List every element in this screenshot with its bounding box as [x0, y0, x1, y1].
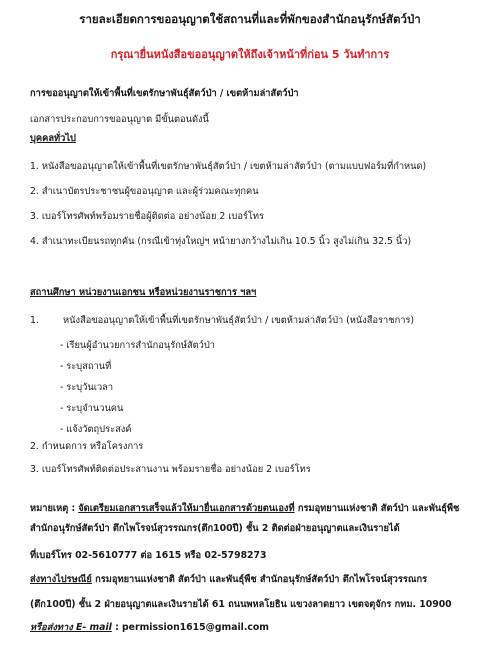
email-address[interactable]: permission1615@gmail.com [122, 622, 269, 633]
general-item-2: 2. สำเนาบัตรประชาชนผู้ขออนุญาต และผู้ร่วมคณะทุกคน [30, 186, 259, 197]
org-subitem: - ระบุจำนวนคน [60, 403, 124, 414]
general-item-3: 3. เบอร์โทรศัพท์พร้อมรายชื่อผู้ติดต่อ อย่างน้อย 2 เบอร์โทร [30, 211, 265, 222]
general-item-1: 1. หนังสือขออนุญาตให้เข้าพื้นที่เขตรักษาพันธุ์สัตว์ป่า / เขตห้ามล่าสัตว์ป่า (ตามแบบฟอร์มที่กำหนด) [30, 161, 427, 172]
org-item-1-text: หนังสือขออนุญาตให้เข้าพื้นที่เขตรักษาพันธุ์สัตว์ป่า / เขตห้ามล่าสัตว์ป่า (หนังสือราชการ) [63, 315, 415, 326]
org-item-3: 3. เบอร์โทรศัพท์ติดต่อประสานงาน พร้อมรายชื่อ อย่างน้อย 2 เบอร์โทร [30, 464, 311, 475]
mail-line-1 [30, 574, 427, 586]
email-separator: : [111, 622, 123, 633]
deadline-notice: กรุณายื่นหนังสือขออนุญาตให้ถึงเจ้าหน้าที่ก่อน 5 วันทำการ [110, 48, 390, 61]
mail-label: ส่งทางไปรษณีย์ [30, 574, 92, 585]
mail-line-1-rest: กรมอุทยานแห่งชาติ สัตว์ป่า และพันธุ์พืช สำนักอนุรักษ์สัตว์ป่า ตึกไพโรจน์สุวรรณกร [91, 574, 428, 585]
general-item-4: 4. สำเนาทะเบียนรถทุกคัน (กรณีเข้าทุ่งใหญ่ฯ หน้ายางกว้างไม่เกิน 10.5 นิ้ว สูงไม่เกิน 32.5 นิ้ว) [30, 236, 412, 247]
note-label: หมายเหตุ : [30, 503, 76, 514]
email-label: หรือส่งทาง E- mail [30, 622, 112, 633]
section-heading: การขออนุญาตให้เข้าพื้นที่เขตรักษาพันธุ์สัตว์ป่า / เขตห้ามล่าสัตว์ป่า [30, 88, 299, 99]
org-subitem: - ระบุวันเวลา [60, 382, 114, 393]
org-item-2: 2. กำหนดการ หรือโครงการ [30, 441, 144, 452]
note-highlight: จัดเตรียมเอกสารเสร็จแล้วให้มายื่นเอกสารด้วยตนเองที่ [78, 503, 295, 514]
org-subitem: - แจ้งวัตถุประสงค์ [60, 424, 132, 435]
document-title: รายละเอียดการขออนุญาตใช้สถานที่และที่พักของสำนักอนุรักษ์สัตว์ป่า [79, 12, 421, 26]
note-line-1-rest: กรมอุทยานแห่งชาติ สัตว์ป่า และพันธุ์พืช [294, 503, 460, 514]
intro-text: เอกสารประกอบการขออนุญาต มีขั้นตอนดังนี้ [30, 114, 209, 125]
email-line [30, 622, 269, 634]
general-heading: บุคคลทั่วไป [30, 133, 76, 144]
note-line-2: สำนักอนุรักษ์สัตว์ป่า ตึกไพโรจน์สุวรรณกร(ตึก100ปี) ชั้น 2 ติดต่อฝ่ายอนุญาตและเงินรายได้ [30, 523, 400, 534]
org-heading: สถานศึกษา หน่วยงานเอกชน หรือหน่วยงานราชการ ฯลฯ [30, 287, 257, 298]
note-line-3: ที่เบอร์โทร 02-5610777 ต่อ 1615 หรือ 02-5798273 [30, 550, 267, 561]
org-subitem: - ระบุสถานที่ [60, 361, 112, 372]
org-subitem: - เรียนผู้อำนวยการสำนักอนุรักษ์สัตว์ป่า [60, 340, 216, 351]
org-item-1-number: 1. [30, 315, 39, 326]
note-line-1 [30, 503, 459, 515]
mail-line-2: (ตึก100ปี) ชั้น 2 ฝ่ายอนุญาตและเงินรายได้ 61 ถนนพหลโยธิน แขวงลาดยาว เขตจตุจักร กทม. 10900 [30, 599, 452, 610]
